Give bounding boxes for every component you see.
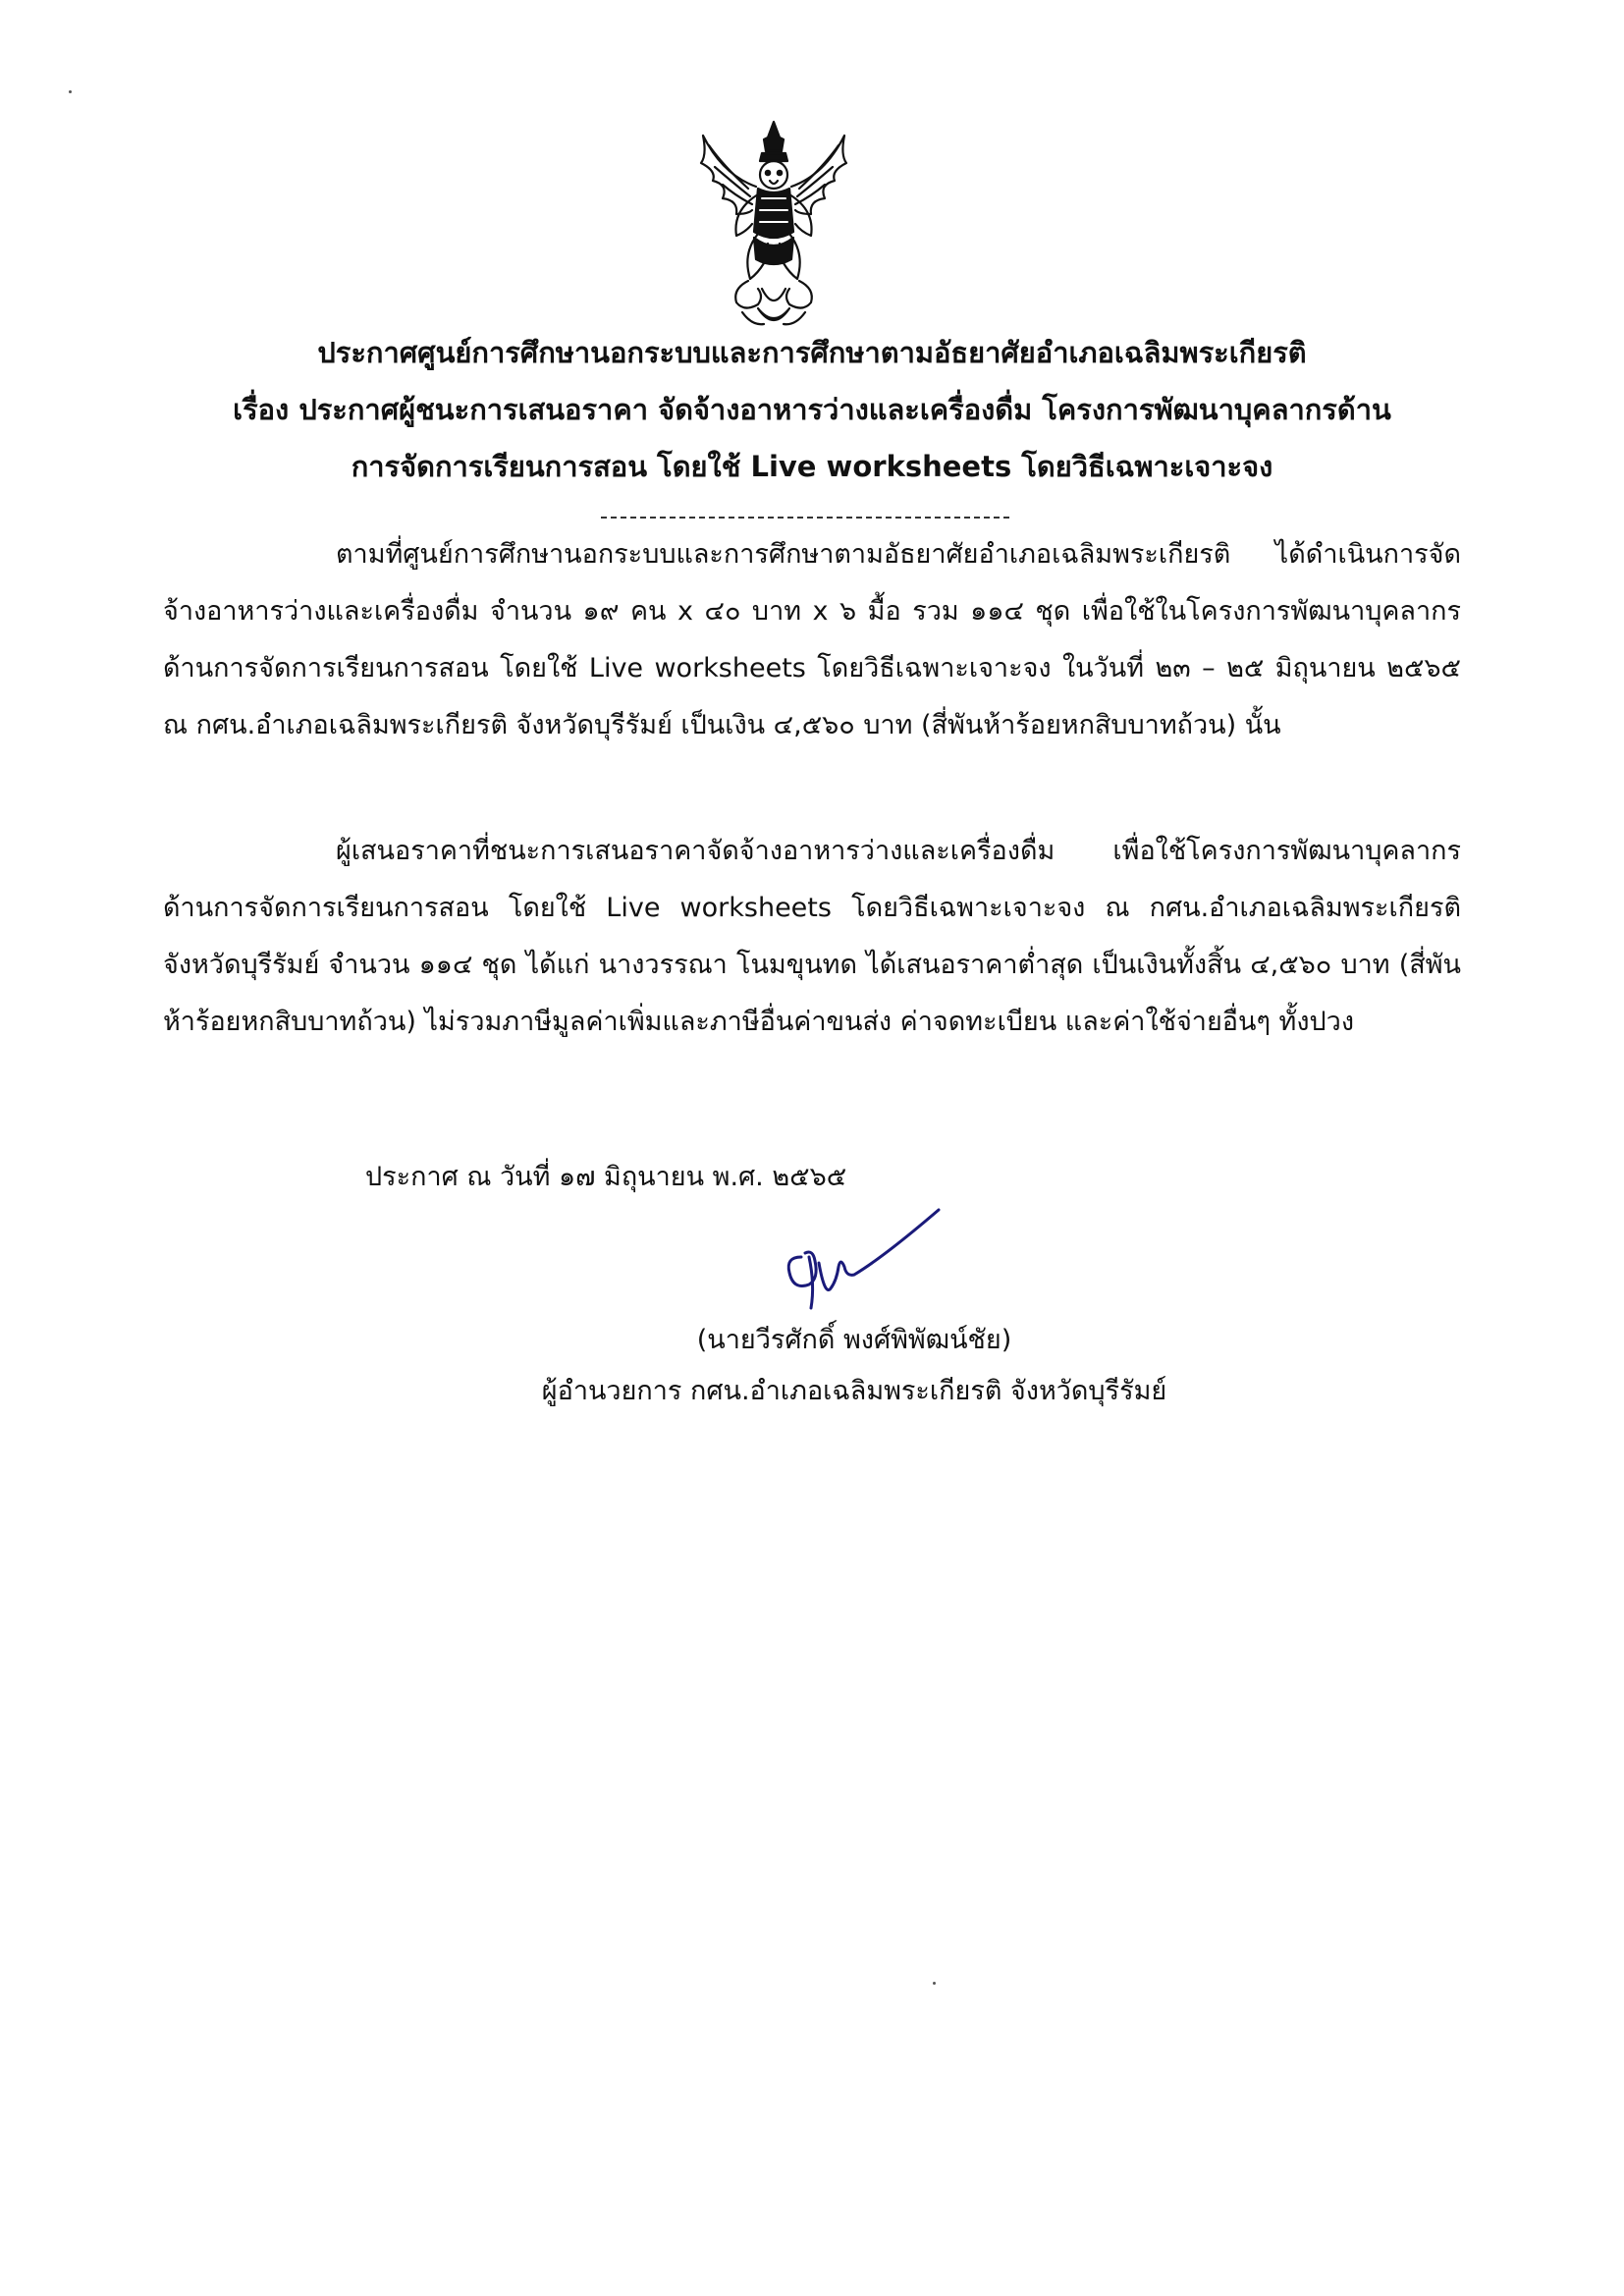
title-divider [601, 517, 1009, 519]
garuda-emblem-icon [693, 116, 854, 334]
announcement-date: ประกาศ ณ วันที่ ๑๗ มิถุนายน พ.ศ. ๒๕๖๕ [365, 1162, 847, 1192]
paragraph-2-text: ผู้เสนอราคาที่ชนะการเสนอราคาจัดจ้างอาหารว่างและเครื่องดื่ม เพื่อใช้โครงการพัฒนาบุคลากรด้านการจัดการเรียนการสอน โดยใช้ Live worksheets โดยวิธีเฉพาะเจาะจง ณ กศน.อำเภอเฉลิมพระเกียรติ จังหวัดบุรีรัมย์ จำนวน ๑๑๔ ชุด ได้แก่ นางวรรณา โนมขุนทด ได้เสนอราคาต่ำสุด เป็นเงินทั้งสิ้น ๔,๕๖๐ บาท (สี่พันห้าร้อยหกสิบบาทถ้วน) ไม่รวมภาษีมูลค่าเพิ่มและภาษีอื่นค่าขนส่ง ค่าจดทะเบียน และค่าใช้จ่ายอื่นๆ ทั้งปวง [163, 836, 1461, 1037]
title-line-1: ประกาศศูนย์การศึกษานอกระบบและการศึกษาตามอัธยาศัยอำเภอเฉลิมพระเกียรติ [317, 336, 1307, 369]
scan-speck [933, 1982, 936, 1985]
title-line-2: เรื่อง ประกาศผู้ชนะการเสนอราคา จัดจ้างอาหารว่างและเครื่องดื่ม โครงการพัฒนาบุคลากรด้าน [233, 393, 1391, 426]
title-line-3: การจัดการเรียนการสอน โดยใช้ Live worksheets โดยวิธีเฉพาะเจาะจง [351, 450, 1273, 483]
signer-name: (นายวีรศักดิ์ พงศ์พิพัฒน์ชัย) [696, 1325, 1012, 1355]
paragraph-1-text: ตามที่ศูนย์การศึกษานอกระบบและการศึกษาตามอัธยาศัยอำเภอเฉลิมพระเกียรติ ได้ดำเนินการจัดจ้างอาหารว่างและเครื่องดื่ม จำนวน ๑๙ คน x ๔๐ บาท x ๖ มื้อ รวม ๑๑๔ ชุด เพื่อใช้ในโครงการพัฒนาบุคลากรด้านการจัดการเรียนการสอน โดยใช้ Live worksheets โดยวิธีเฉพาะเจาะจง ในวันที่ ๒๓ – ๒๕ มิถุนายน ๒๕๖๕ ณ กศน.อำเภอเฉลิมพระเกียรติ จังหวัดบุรีรัมย์ เป็นเงิน ๔,๕๖๐ บาท (สี่พันห้าร้อยหกสิบบาทถ้วน) นั้น [163, 539, 1461, 740]
handwritten-signature-icon [776, 1198, 952, 1316]
body-paragraph-1 [163, 526, 1461, 754]
body-paragraph-2 [163, 823, 1461, 1051]
announcement-title [147, 324, 1477, 495]
scan-speck [69, 90, 72, 93]
signer-position: ผู้อำนวยการ กศน.อำเภอเฉลิมพระเกียรติ จังหวัดบุรีรัมย์ [541, 1376, 1167, 1406]
